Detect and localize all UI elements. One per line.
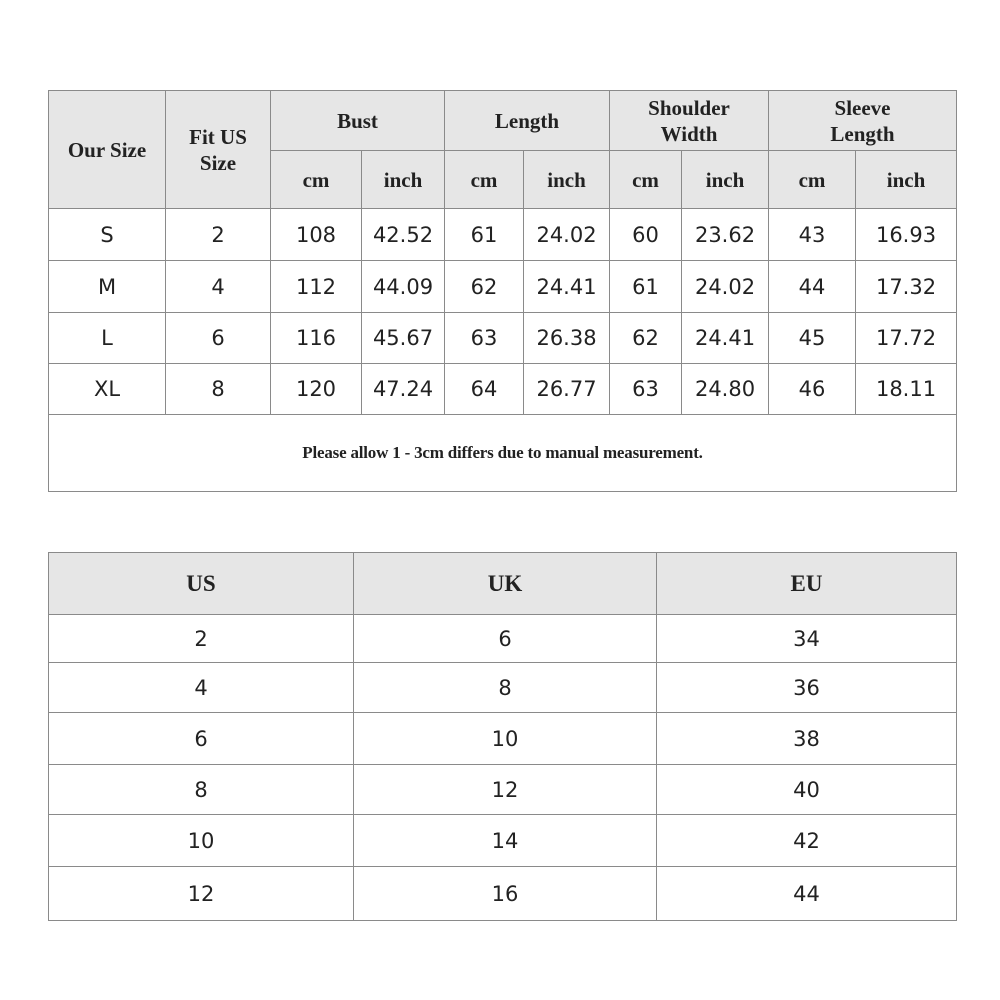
header-us: US — [49, 553, 354, 615]
measurement-cell: 61 — [445, 209, 524, 261]
measurement-cell: 43 — [769, 209, 856, 261]
our-size-cell: L — [49, 313, 166, 364]
measurement-cell: 24.41 — [524, 261, 610, 313]
conversion-row — [49, 663, 957, 713]
unit-header: cm — [271, 151, 362, 209]
conversion-row — [49, 615, 957, 663]
fit-us-size-cell: 4 — [166, 261, 271, 313]
size-table-body — [49, 209, 957, 415]
measurement-cell: 45 — [769, 313, 856, 364]
size-row — [49, 261, 957, 313]
uk-size-cell: 16 — [354, 867, 657, 921]
measurement-cell: 44 — [769, 261, 856, 313]
measurement-cell: 120 — [271, 364, 362, 415]
header-bust: Bust — [271, 91, 445, 151]
measurement-cell: 24.41 — [682, 313, 769, 364]
uk-size-cell: 12 — [354, 765, 657, 815]
measurement-cell: 112 — [271, 261, 362, 313]
conversion-table-body — [49, 615, 957, 921]
unit-header: inch — [682, 151, 769, 209]
header-shoulder-width-label: Shoulder Width — [648, 95, 730, 146]
size-row — [49, 209, 957, 261]
header-fit-us-size — [166, 91, 271, 209]
measurement-cell: 46 — [769, 364, 856, 415]
measurement-cell: 26.77 — [524, 364, 610, 415]
measurement-cell: 108 — [271, 209, 362, 261]
measurement-cell: 17.72 — [856, 313, 957, 364]
measurement-cell: 17.32 — [856, 261, 957, 313]
size-conversion-table — [48, 552, 957, 921]
measurement-cell: 42.52 — [362, 209, 445, 261]
header-shoulder-width — [610, 91, 769, 151]
measurement-cell: 63 — [445, 313, 524, 364]
us-size-cell: 4 — [49, 663, 354, 713]
measurement-note: Please allow 1 - 3cm differs due to manual measurement. — [49, 415, 957, 492]
measurement-cell: 62 — [610, 313, 682, 364]
measurement-cell: 61 — [610, 261, 682, 313]
conversion-row — [49, 765, 957, 815]
conversion-row — [49, 815, 957, 867]
size-row — [49, 313, 957, 364]
header-length: Length — [445, 91, 610, 151]
measurement-cell: 116 — [271, 313, 362, 364]
measurement-cell: 23.62 — [682, 209, 769, 261]
fit-us-size-cell: 2 — [166, 209, 271, 261]
header-our-size: Our Size — [49, 91, 166, 209]
us-size-cell: 2 — [49, 615, 354, 663]
our-size-cell: M — [49, 261, 166, 313]
size-row — [49, 364, 957, 415]
us-size-cell: 10 — [49, 815, 354, 867]
measurement-cell: 24.02 — [682, 261, 769, 313]
uk-size-cell: 8 — [354, 663, 657, 713]
measurement-cell: 60 — [610, 209, 682, 261]
eu-size-cell: 40 — [657, 765, 957, 815]
uk-size-cell: 10 — [354, 713, 657, 765]
measurement-cell: 47.24 — [362, 364, 445, 415]
uk-size-cell: 14 — [354, 815, 657, 867]
measurement-cell: 62 — [445, 261, 524, 313]
measurement-cell: 63 — [610, 364, 682, 415]
unit-header: inch — [524, 151, 610, 209]
fit-us-size-cell: 6 — [166, 313, 271, 364]
eu-size-cell: 34 — [657, 615, 957, 663]
measurement-cell: 44.09 — [362, 261, 445, 313]
unit-header: inch — [856, 151, 957, 209]
eu-size-cell: 36 — [657, 663, 957, 713]
unit-header: cm — [445, 151, 524, 209]
eu-size-cell: 42 — [657, 815, 957, 867]
header-fit-us-size-label: Fit US Size — [189, 124, 247, 175]
conversion-row — [49, 867, 957, 921]
conversion-row — [49, 713, 957, 765]
eu-size-cell: 38 — [657, 713, 957, 765]
unit-header: inch — [362, 151, 445, 209]
uk-size-cell: 6 — [354, 615, 657, 663]
measurement-cell: 26.38 — [524, 313, 610, 364]
header-sleeve-length-label: Sleeve Length — [830, 95, 895, 146]
measurement-cell: 45.67 — [362, 313, 445, 364]
measurement-cell: 16.93 — [856, 209, 957, 261]
measurement-cell: 64 — [445, 364, 524, 415]
measurement-cell: 18.11 — [856, 364, 957, 415]
fit-us-size-cell: 8 — [166, 364, 271, 415]
header-sleeve-length — [769, 91, 957, 151]
our-size-cell: S — [49, 209, 166, 261]
header-uk: UK — [354, 553, 657, 615]
size-chart-table — [48, 90, 957, 492]
unit-header: cm — [769, 151, 856, 209]
eu-size-cell: 44 — [657, 867, 957, 921]
header-eu: EU — [657, 553, 957, 615]
us-size-cell: 8 — [49, 765, 354, 815]
unit-header: cm — [610, 151, 682, 209]
us-size-cell: 6 — [49, 713, 354, 765]
our-size-cell: XL — [49, 364, 166, 415]
measurement-cell: 24.02 — [524, 209, 610, 261]
us-size-cell: 12 — [49, 867, 354, 921]
measurement-cell: 24.80 — [682, 364, 769, 415]
